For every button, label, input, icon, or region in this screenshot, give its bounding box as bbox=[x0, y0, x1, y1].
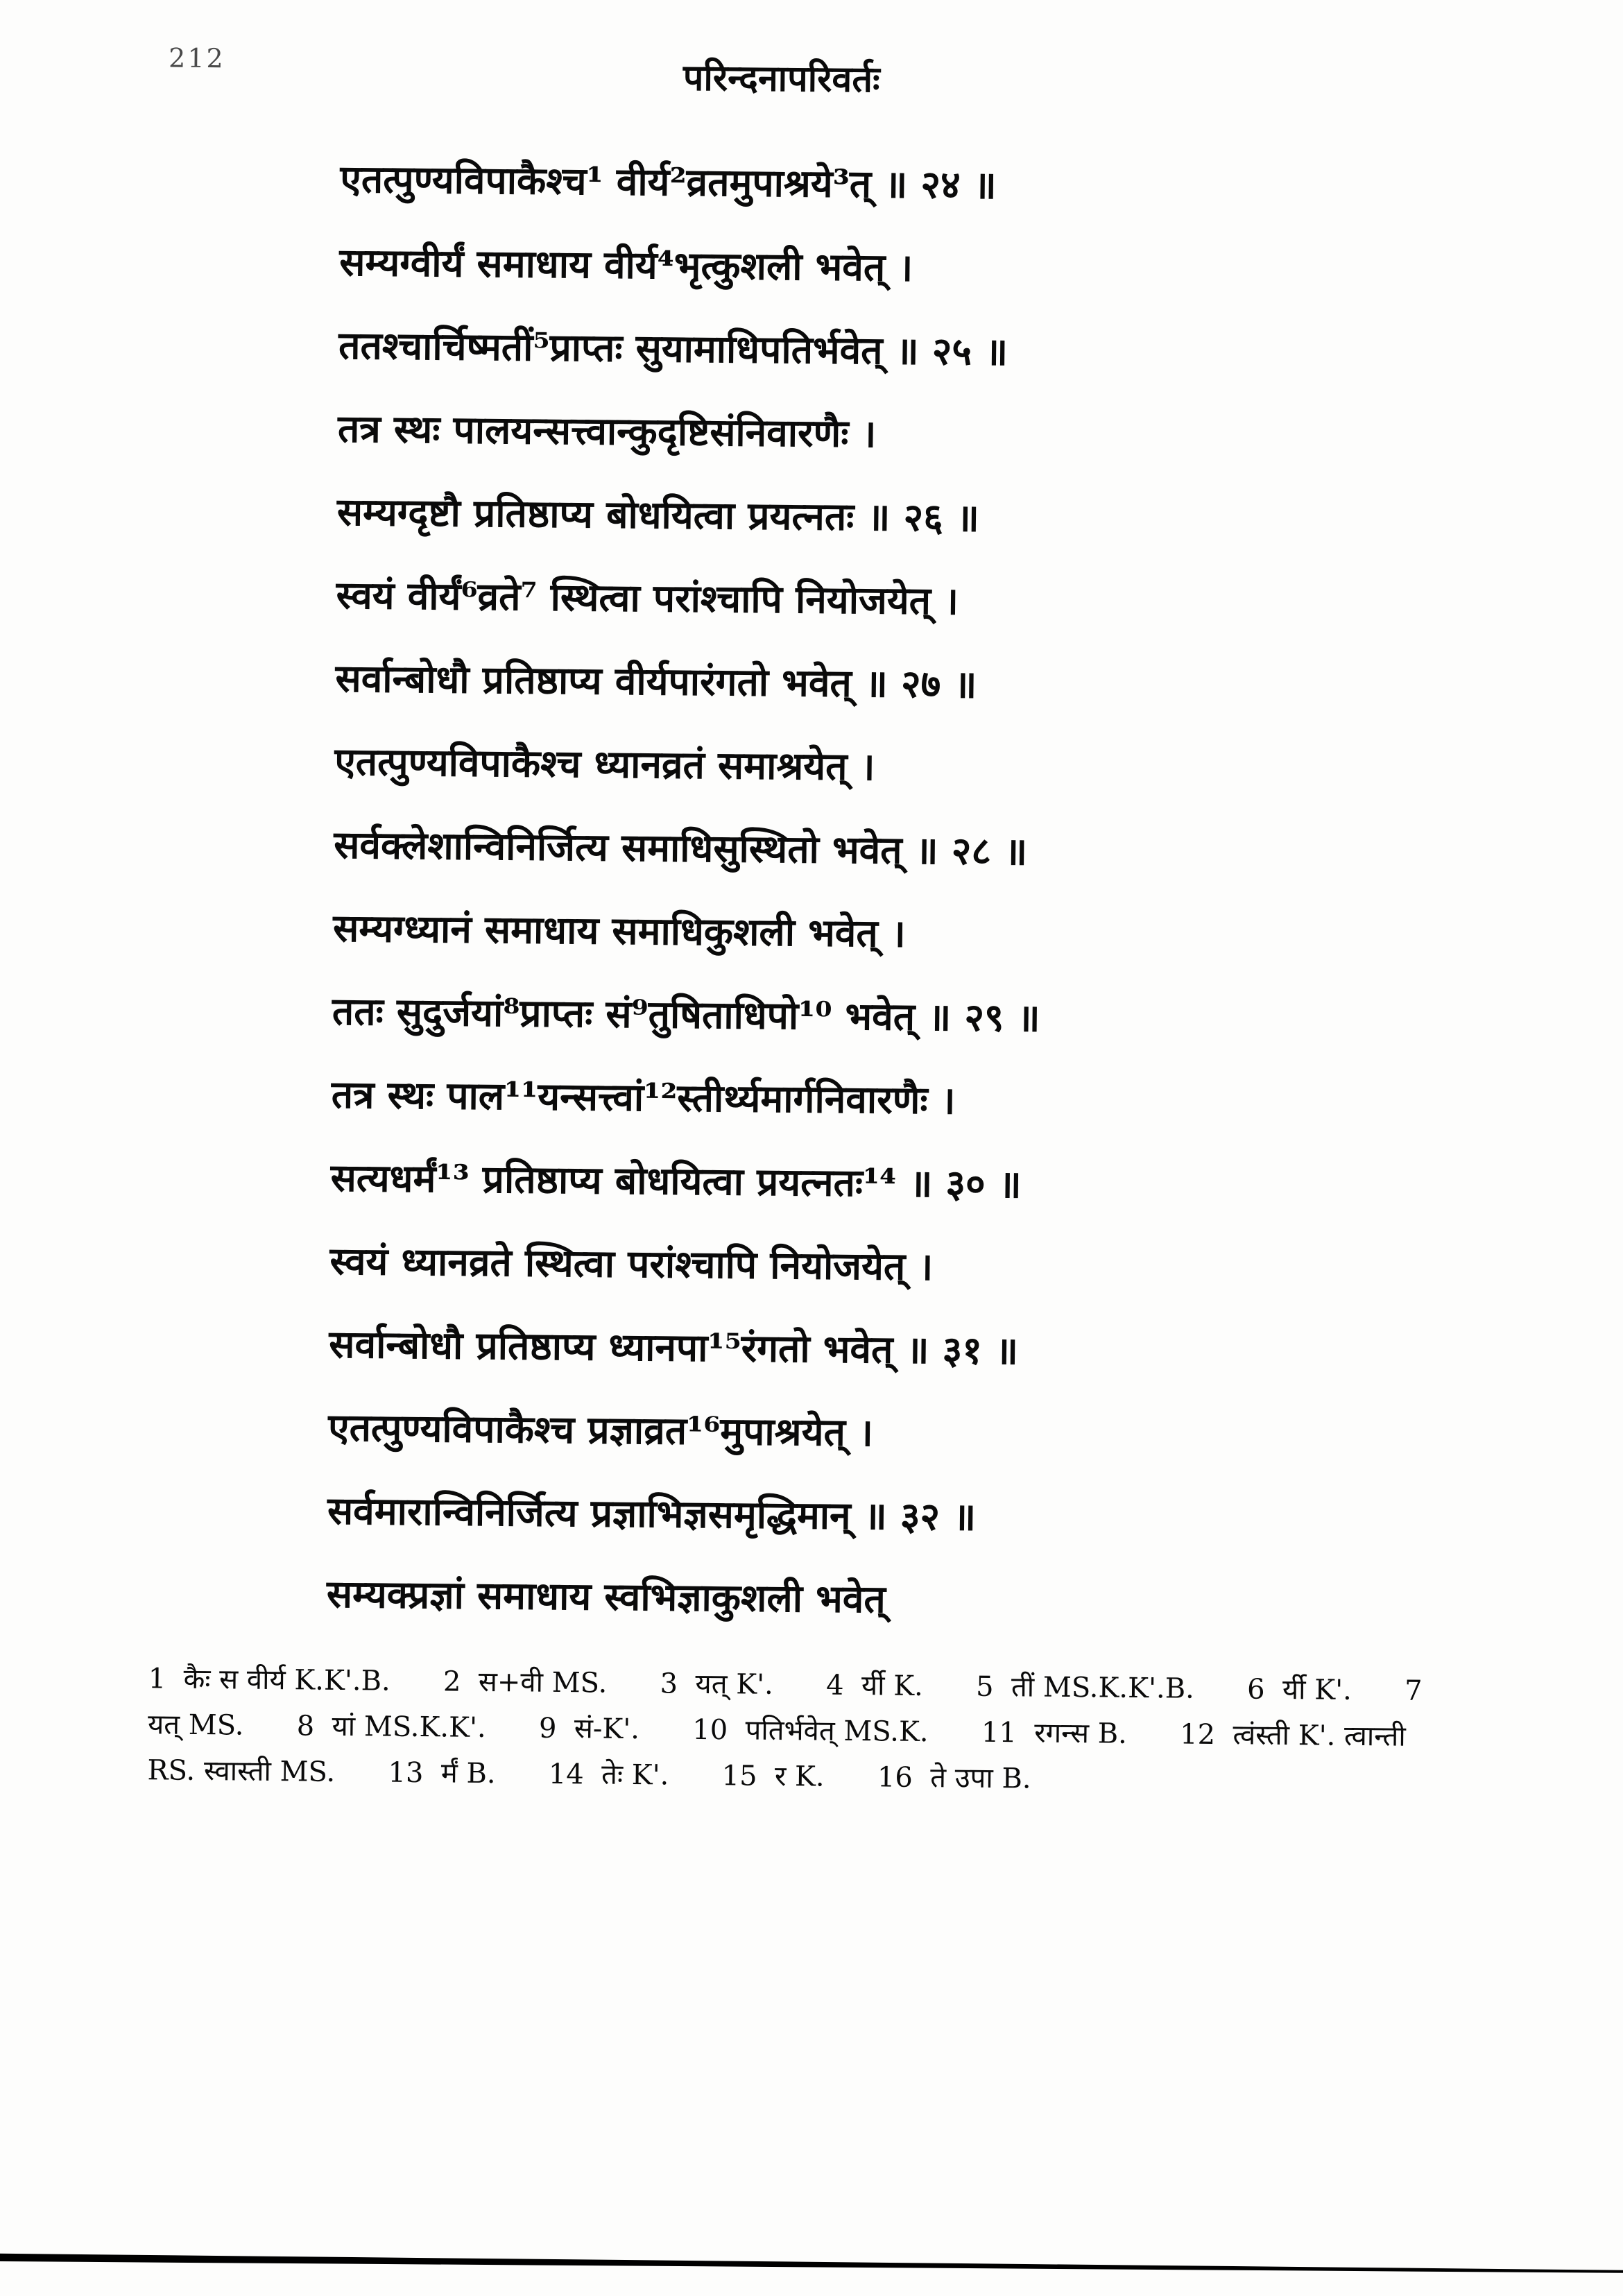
verse-line: सर्वक्लेशान्विनिर्जित्य समाधिसुस्थितो भवेत् ॥ २८ ॥ bbox=[333, 821, 1028, 874]
footnotes-block bbox=[147, 1656, 1423, 1805]
verse-line: एतत्पुण्यविपाकैश्च¹ वीर्य²व्रतमुपाश्रये³त् ॥ २४ ॥ bbox=[340, 155, 997, 207]
verse-line: ततश्चार्चिष्मतीं⁵प्राप्तः सुयामाधिपतिर्भवेत् ॥ २५ ॥ bbox=[338, 322, 1008, 375]
verse-line: सम्यग्वीर्यं समाधाय वीर्य⁴भृत्कुशली भवेत् । bbox=[339, 239, 913, 290]
footnote-line: RS. स्वास्ती MS. 13 र्मं B. 14 तेः K'. 15 र K. 16 ते उपा B. bbox=[147, 1754, 1031, 1795]
verse-line: सम्यक्प्रज्ञां समाधाय स्वभिज्ञाकुशली भवेत् bbox=[326, 1570, 886, 1622]
verse-line: एतत्पुण्यविपाकैश्च ध्यानव्रतं समाश्रयेत् । bbox=[334, 738, 875, 789]
page-number: 212 bbox=[168, 42, 225, 74]
running-header: परिन्दनापरिवर्तः bbox=[682, 56, 880, 101]
verse-line: सम्यग्दृष्टौ प्रतिष्ठाप्य बोधयित्वा प्रयत्नतः ॥ २६ ॥ bbox=[336, 488, 980, 540]
verse-line: स्वयं ध्यानव्रते स्थित्वा परांश्चापि नियोजयेत् । bbox=[329, 1237, 934, 1290]
verse-line: सर्वान्बोधौ प्रतिष्ठाप्य ध्यानपा¹⁵रंगतो भवेत् ॥ ३१ ॥ bbox=[329, 1321, 1019, 1373]
verse-line: सम्यग्ध्यानं समाधाय समाधिकुशली भवेत् । bbox=[332, 905, 907, 956]
verse-line: सत्यधर्मं¹³ प्रतिष्ठाप्य बोधयित्वा प्रयत्नतः¹⁴ ॥ ३० ॥ bbox=[330, 1154, 1022, 1207]
verse-line: एतत्पुण्यविपाकैश्च प्रज्ञाव्रत¹⁶मुपाश्रयेत् । bbox=[327, 1404, 874, 1455]
verse-block bbox=[326, 137, 1312, 1645]
verse-line: स्वयं वीर्यं⁶व्रते⁷ स्थित्वा परांश्चापि नियोजयेत् । bbox=[336, 572, 959, 624]
verse-line: तत्र स्थः पाल¹¹यन्सत्त्वां¹²स्तीर्थ्यमार्गनिवारणैः । bbox=[331, 1071, 956, 1123]
verse-line: तत्र स्थः पालयन्सत्त्वान्कुदृष्टिसंनिवारणैः । bbox=[337, 405, 877, 456]
footnote-line: यत् MS. 8 यां MS.K.K'. 9 सं-K'. 10 पतिर्भवेत् MS.K. 11 रगन्स B. 12 त्वंस्ती K'. त्वान्ती bbox=[147, 1708, 1406, 1753]
footnote-line: 1 कैः स वीर्य K.K'.B. 2 स+वी MS. 3 यत् K'. 4 र्यी K. 5 तीं MS.K.K'.B. 6 र्यी K'. 7 bbox=[148, 1663, 1423, 1707]
verse-line: ततः सुदुर्जयां⁸प्राप्तः सं⁹तुषिताधिपो¹⁰ भवेत् ॥ २९ ॥ bbox=[332, 988, 1040, 1040]
verse-line: सर्वान्बोधौ प्रतिष्ठाप्य वीर्यपारंगतो भवेत् ॥ २७ ॥ bbox=[335, 655, 977, 707]
verse-line: सर्वमारान्विनिर्जित्य प्रज्ञाभिज्ञसमृद्धिमान् ॥ ३२ ॥ bbox=[327, 1487, 977, 1539]
